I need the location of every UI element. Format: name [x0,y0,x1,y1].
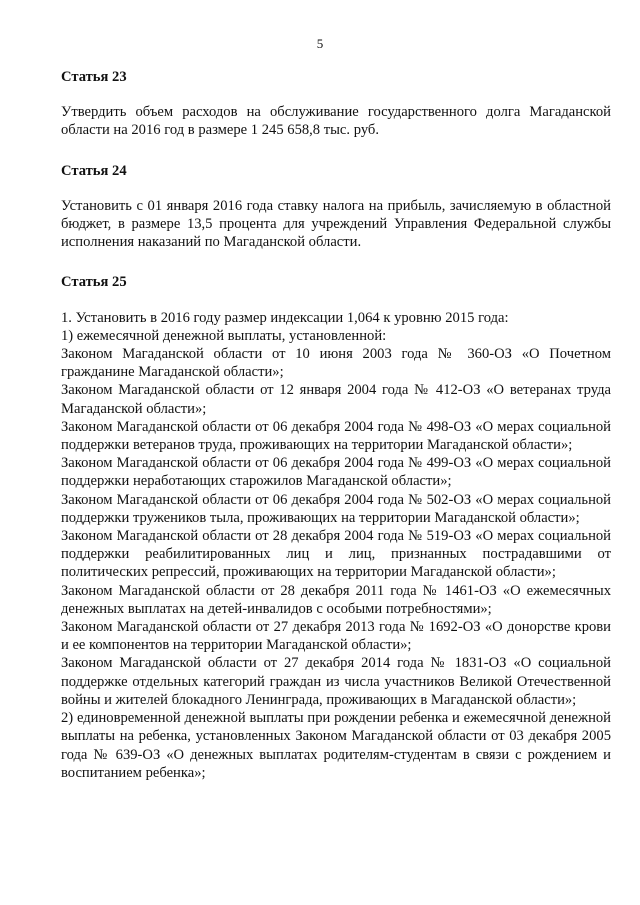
article-paragraph: 1) ежемесячной денежной выплаты, установленной: [61,327,387,344]
law-reference: Законом Магаданской области от 12 января 2004 года № 412-ОЗ «О ветеранах труда Магаданской области»; [61,382,611,417]
article-25 [61,273,611,781]
law-reference: Законом Магаданской области от 10 июня 2003 года № 360-ОЗ «О Почетном гражданине Магаданской области»; [61,346,611,381]
article-paragraph: 2) единовременной денежной выплаты при рождении ребенка и ежемесячной денежной выплаты на ребенка, установленных Законом Магаданской области от 03 декабря 2005 года № 639-ОЗ «О денежных выплатах родителям-студентам в связи с рождением и воспитанием ребенка»; [61,710,611,781]
law-reference: Законом Магаданской области от 06 декабря 2004 года № 498-ОЗ «О мерах социальной поддержки ветеранов труда, проживающих на территории Магаданской области»; [61,418,611,454]
article-heading: Статья 25 [61,274,127,291]
page-number: 5 [316,36,324,51]
article-paragraph: Утвердить объем расходов на обслуживание государственного долга Магаданской области на 2016 год в размере 1 245 658,8 тыс. руб. [61,104,611,139]
law-reference: Законом Магаданской области от 27 декабря 2013 года № 1692-ОЗ «О донорстве крови и ее компонентов на территории Магаданской области»; [61,619,611,654]
article-paragraph: 1. Установить в 2016 году размер индексации 1,064 к уровню 2015 года: [61,309,509,326]
law-reference: Законом Магаданской области от 28 декабря 2011 года № 1461-ОЗ «О ежемесячных денежных выплатах на детей-инвалидов с особыми потребностями»; [61,582,611,617]
article-23 [61,68,611,140]
law-reference: Законом Магаданской области от 27 декабря 2014 года № 1831-ОЗ «О социальной поддержке отдельных категорий граждан из числа участников Великой Отечественной войны и жителей блокадного Ленинграда, проживающих в Магаданской области»; [61,655,611,708]
article-paragraph: Установить с 01 января 2016 года ставку налога на прибыль, зачисляемую в областной бюджет, в размере 13,5 процента для учреждений Управления Федеральной службы исполнения наказаний по Магаданской области. [61,197,611,251]
law-reference: Законом Магаданской области от 06 декабря 2004 года № 499-ОЗ «О мерах социальной поддержки неработающих старожилов Магаданской области»; [61,455,611,490]
article-heading: Статья 23 [61,69,127,85]
document-body [61,68,611,782]
article-24 [61,162,611,252]
law-reference: Законом Магаданской области от 28 декабря 2004 года № 519-ОЗ «О мерах социальной поддержки реабилитированных лиц и лиц, признанных пострадавшими от политических репрессий, проживающих на территории Магаданской области»; [61,528,611,581]
law-reference: Законом Магаданской области от 06 декабря 2004 года № 502-ОЗ «О мерах социальной поддержки тружеников тыла, проживающих на территории Магаданской области»; [61,491,611,526]
article-heading: Статья 24 [61,162,127,179]
